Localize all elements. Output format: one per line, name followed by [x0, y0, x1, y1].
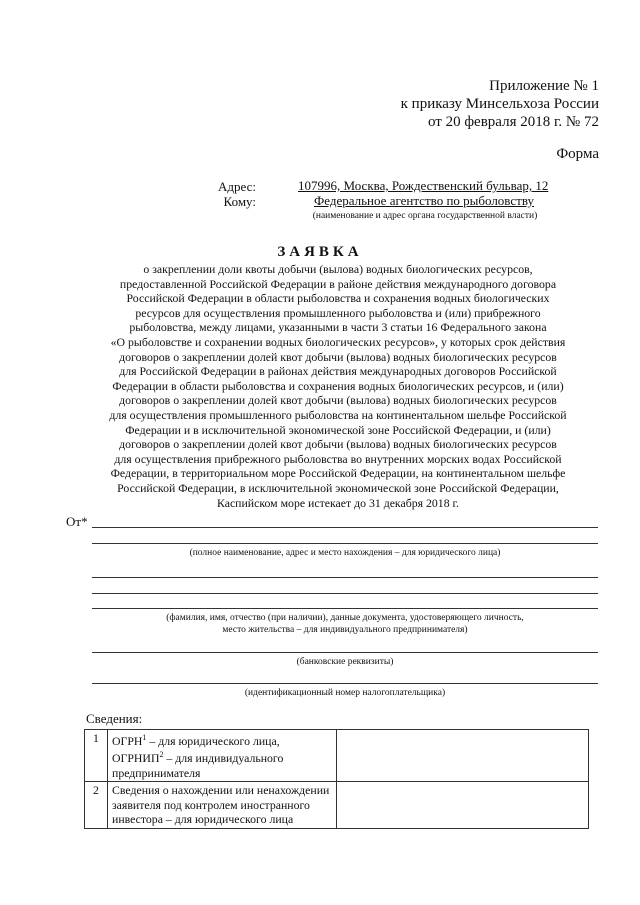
- body-line: для осуществления прибрежного рыболовства во внутренних морских водах Российской: [114, 451, 562, 466]
- applicant-line-4[interactable]: [92, 593, 598, 594]
- body-line: договоров о закреплении долей квот добычи (вылова) водных биологических ресурсов: [119, 393, 557, 408]
- body-line: для Российской Федерации в районах действия международных договоров Российской: [119, 364, 557, 379]
- foreign-control-value-cell[interactable]: [337, 782, 589, 829]
- form-label: Форма: [556, 146, 599, 162]
- inn-line[interactable]: [92, 683, 598, 684]
- body-line: Федерации и в исключительной экономической зоне Российской Федерации, и (или): [125, 422, 551, 437]
- document-title: ЗАЯВКА: [277, 244, 363, 260]
- body-line: Федерации, в территориальном море Российской Федерации, на континентальном шельфе: [110, 466, 566, 481]
- entrepreneur-text: – для индивидуального предпринимателя: [112, 751, 284, 780]
- applicant-line-3[interactable]: [92, 577, 598, 578]
- address-value: 107996, Москва, Рождественский бульвар, 12: [298, 178, 549, 193]
- order-date: от 20 февраля 2018 г. № 72: [427, 114, 599, 130]
- body-line: Российской Федерации, в исключительной экономической зоне Российской Федерации,: [117, 480, 559, 495]
- ogrn-text: ОГРН: [112, 733, 143, 748]
- body-line: договоров о закреплении долей квот добычи (вылова) водных биологических ресурсов: [119, 349, 557, 364]
- recipient-value: Федеральное агентство по рыболовству: [314, 193, 535, 208]
- body-line: ресурсов для осуществления промышленного рыболовства и (или) прибрежного: [135, 305, 541, 320]
- appendix-title: Приложение № 1: [489, 78, 599, 94]
- body-line: Российской Федерации в области рыболовства и сохранения водных биологических: [126, 291, 550, 306]
- info-heading: Сведения:: [86, 711, 143, 726]
- ogrn-value-cell[interactable]: [337, 730, 589, 782]
- body-line: о закреплении доли квоты добычи (вылова) водных биологических ресурсов,: [143, 262, 533, 276]
- row-label: [108, 730, 337, 782]
- legal-entity-caption: (полное наименование, адрес и место нахождения – для юридического лица): [189, 548, 501, 558]
- footnote-1: 1: [142, 733, 147, 742]
- individual-caption-2: место жительства – для индивидуального предпринимателя): [222, 625, 468, 635]
- address-label: Адрес:: [218, 179, 256, 194]
- inn-caption: (идентификационный номер налогоплательщика): [244, 688, 446, 698]
- row-label: Сведения о нахождении или ненахождении заявителя под контролем иностранного инвестора – для юридического лица: [108, 782, 337, 829]
- row-number: 2: [85, 782, 108, 829]
- row-number: 1: [85, 730, 108, 782]
- body-line: для осуществления промышленного рыболовства на континентальном шельфе Российской: [109, 407, 567, 422]
- from-label: От*: [66, 514, 88, 529]
- bank-details-line[interactable]: [92, 652, 598, 653]
- body-line: предоставленной Российской Федерации в районе действия международного договора: [119, 276, 557, 291]
- body-line: договоров о закреплении долей квот добычи (вылова) водных биологических ресурсов: [119, 437, 557, 452]
- individual-caption-1: (фамилия, имя, отчество (при наличии), данные документа, удостоверяющего личность,: [166, 613, 524, 623]
- bank-details-caption: (банковские реквизиты): [296, 657, 394, 667]
- recipient-label: Кому:: [223, 194, 256, 209]
- body-line: «О рыболовстве и сохранении водных биологических ресурсов», у которых срок действия: [110, 334, 566, 349]
- authority-caption: (наименование и адрес органа государственной власти): [312, 211, 538, 221]
- body-line: Каспийском море истекает до 31 декабря 2018 г.: [217, 495, 459, 510]
- body-line: Федерации в области рыболовства и сохранения водных биологических ресурсов, и (или): [112, 378, 564, 393]
- body-line: рыболовства, между лицами, указанными в части 3 статьи 16 Федерального закона: [129, 320, 547, 335]
- applicant-line-5[interactable]: [92, 608, 598, 609]
- footnote-2: 2: [159, 750, 164, 760]
- info-table: [84, 729, 589, 829]
- applicant-line-1[interactable]: [92, 527, 598, 528]
- applicant-line-2[interactable]: [92, 543, 598, 544]
- order-reference: к приказу Минсельхоза России: [400, 96, 599, 112]
- application-description: [78, 262, 598, 510]
- ogrnip-text: – для юридического лица, ОГРНИП: [112, 733, 280, 766]
- table-row: [85, 730, 589, 782]
- table-row: [85, 782, 589, 829]
